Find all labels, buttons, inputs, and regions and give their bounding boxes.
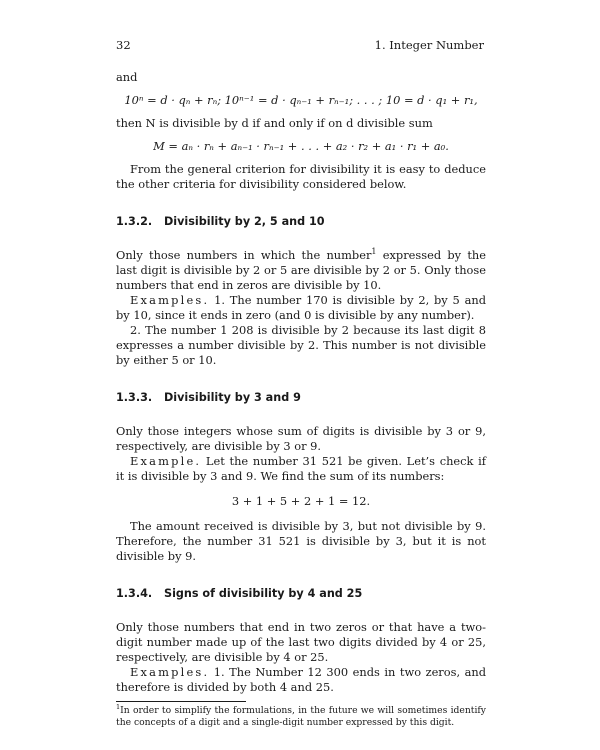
paragraph: Only those numbers that end in two zeros or that have a two-digit number made up of the last two digits divided by 4 or 25, respectively, are divisible by 4 or 25.: [116, 620, 486, 664]
equation-sum: M = aₙ · rₙ + aₙ₋₁ · rₙ₋₁ + . . . + a₂ · r₂ + a₁ · r₁ + a₀.: [153, 139, 449, 153]
section-number: 1.3.2.: [116, 215, 153, 228]
example-paragraph: Examples. 1. The Number 12 300 ends in two zeros, and therefore is divided by both 4 and 25.: [116, 665, 486, 694]
footnote-number: 1: [116, 702, 121, 711]
footnote: [116, 702, 486, 729]
section-heading-1-3-4: [116, 586, 486, 601]
paragraph: Only those numbers in which the number$^1$ expressed by the last digit is divisible by 2 or 5 are divisible by 2 or 5. Only those numbers that end in zeros are divisible by 10.: [116, 247, 486, 292]
section-number: 1.3.3.: [116, 391, 153, 404]
examples-label: Examples.: [130, 665, 210, 679]
example-paragraph: Examples. 1. The number 170 is divisible by 2, by 5 and by 10, since it ends in zero (and 0 is divisible by any number).: [116, 293, 486, 322]
intro-then: then N is divisible by d if and only if on d divisible sum: [116, 116, 433, 130]
section-heading-1-3-2: [116, 214, 486, 229]
section-heading-1-3-3: [116, 390, 486, 405]
example-label: Example.: [130, 454, 202, 468]
footnote-mark: 1: [371, 247, 377, 257]
examples-label: Examples.: [130, 293, 210, 307]
equation-digit-sum: 3 + 1 + 5 + 2 + 1 = 12.: [231, 494, 371, 508]
footnote-text: In order to simplify the formulations, in the future we will sometimes identify the concepts of a digit and a single-digit number expressed by this digit.: [116, 705, 486, 728]
example-paragraph: Example. Let the number 31 521 be given. Let’s check if it is divisible by 3 and 9. We find the sum of its numbers:: [116, 454, 486, 483]
equation-powers: 10ⁿ = d · qₙ + rₙ; 10ⁿ⁻¹ = d · qₙ₋₁ + rₙ₋₁; . . . ; 10 = d · q₁ + r₁,: [124, 93, 478, 107]
paragraph: Only those integers whose sum of digits is divisible by 3 or 9, respectively, are divisible by 3 or 9.: [116, 424, 486, 453]
example-paragraph: 2. The number 1 208 is divisible by 2 because its last digit 8 expresses a number divisible by 2. This number is not divisible by either 5 or 10.: [116, 323, 486, 367]
intro-and: and: [116, 70, 138, 84]
section-title: Divisibility by 2, 5 and 10: [164, 215, 325, 228]
section-number: 1.3.4.: [116, 587, 153, 600]
page-body: [116, 70, 486, 729]
footnote-rule: [116, 701, 246, 702]
section-title: Divisibility by 3 and 9: [164, 391, 301, 404]
section-title: Signs of divisibility by 4 and 25: [164, 587, 363, 600]
paragraph: The amount received is divisible by 3, but not divisible by 9. Therefore, the number 31 521 is divisible by 3, but it is not divisible by 9.: [116, 519, 486, 563]
page-number: 32: [116, 38, 131, 52]
running-header: 1. Integer Number: [374, 38, 484, 52]
intro-general: From the general criterion for divisibility it is easy to deduce the other criteria for divisibility considered below.: [116, 162, 486, 191]
